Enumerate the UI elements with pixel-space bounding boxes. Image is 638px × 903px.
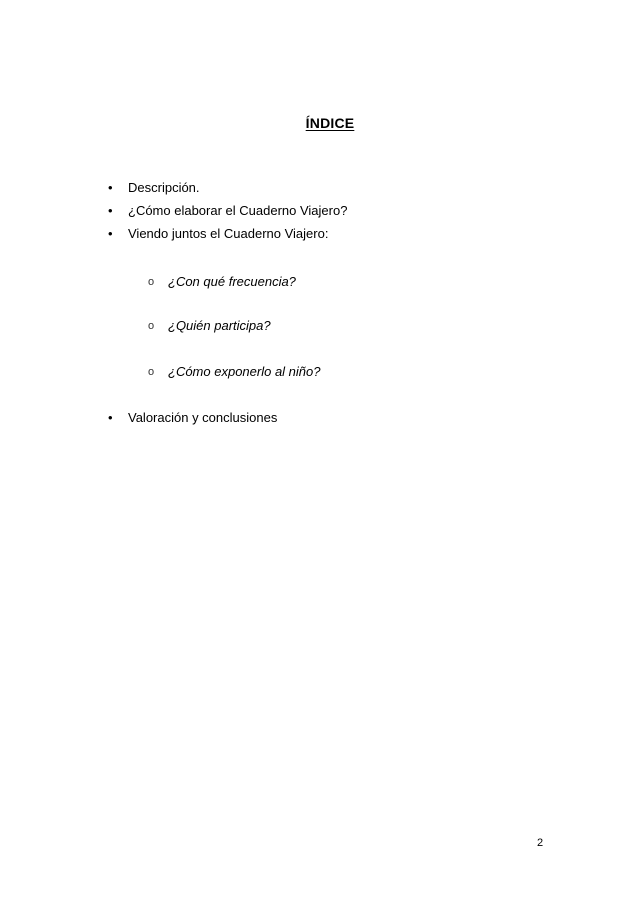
list-item-label: Descripción. xyxy=(128,180,200,195)
bullet-icon: • xyxy=(108,203,113,218)
circle-bullet-icon: o xyxy=(148,276,155,288)
bullet-icon: • xyxy=(108,180,113,195)
sub-item-label: ¿Con qué frecuencia? xyxy=(168,274,296,289)
circle-bullet-icon: o xyxy=(148,366,155,378)
index-heading: ÍNDICE xyxy=(305,115,355,131)
list-item-label: Viendo juntos el Cuaderno Viajero: xyxy=(128,226,329,241)
circle-bullet-icon: o xyxy=(148,320,155,332)
page-number: 2 xyxy=(537,837,544,849)
bullet-icon: • xyxy=(108,226,113,241)
page-title xyxy=(0,114,638,132)
list-item-label: ¿Cómo elaborar el Cuaderno Viajero? xyxy=(128,203,348,218)
sub-item-label: ¿Quién participa? xyxy=(168,318,271,333)
bullet-icon: • xyxy=(108,410,113,425)
list-item-label: Valoración y conclusiones xyxy=(128,410,278,425)
sub-item-label: ¿Cómo exponerlo al niño? xyxy=(168,364,321,379)
